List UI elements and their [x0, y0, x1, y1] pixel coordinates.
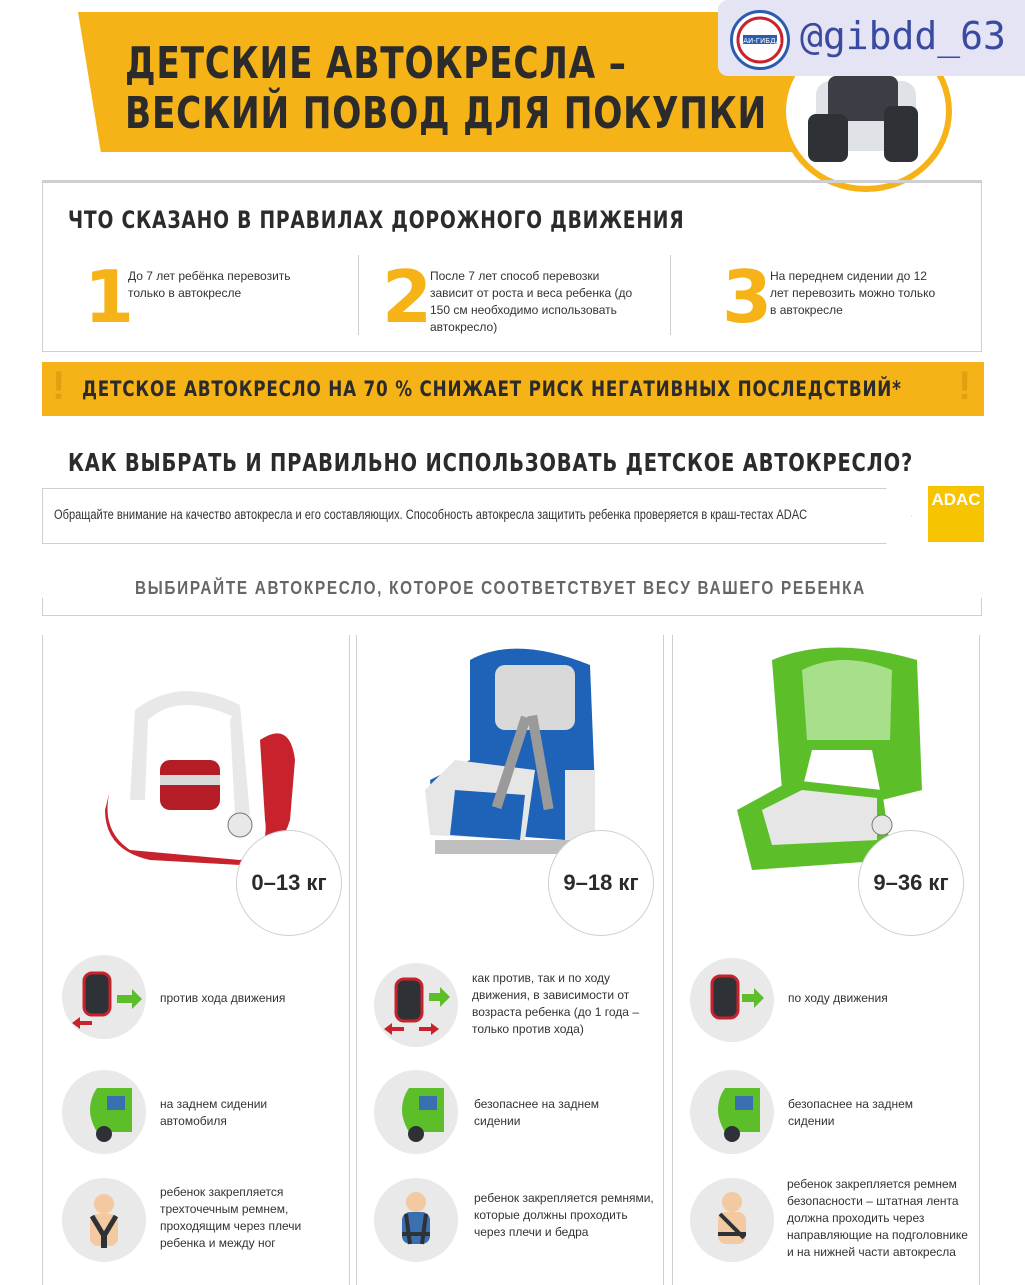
- column-1-item-2: на заднем сидении автомобиля: [160, 1097, 268, 1128]
- weight-badge: 9–18 кг: [548, 830, 654, 936]
- harness-child-icon: [374, 1178, 458, 1262]
- page-title-line1: ДЕТСКИЕ АВТОКРЕСЛА –: [125, 38, 627, 89]
- rear-seat-car-icon: [690, 1070, 774, 1154]
- harness-child-icon: [62, 1178, 146, 1262]
- column-2-item-2: безопаснее на заднем сидении: [474, 1097, 600, 1128]
- column-1-item-1: против хода движения: [160, 991, 286, 1005]
- forward-facing-icon: [690, 958, 774, 1042]
- rule-1-text: До 7 лет ребёнка перевозить только в автокресле: [128, 269, 291, 300]
- choose-heading: КАК ВЫБРАТЬ И ПРАВИЛЬНО ИСПОЛЬЗОВАТЬ ДЕТСКОЕ АВТОКРЕСЛО?: [68, 448, 914, 477]
- column-3-item-3: ребенок закрепляется ремнем безопасности – штатная лента должна проходить через направляющие на подголовнике и на нижней части автокресла: [787, 1177, 968, 1259]
- weight-heading-divider: [42, 598, 982, 616]
- rule-divider: [358, 255, 359, 335]
- column-2-item-3: ребенок закрепляется ремнями, которые должны проходить через плечи и бедра: [474, 1191, 654, 1239]
- weight-badge: 0–13 кг: [236, 830, 342, 936]
- weight-badge: 9–36 кг: [858, 830, 964, 936]
- adac-info-text: Обращайте внимание на качество автокресла и его составляющих. Способность автокресла защитить ребенка проверяется в краш-тестах ADAC: [54, 507, 808, 522]
- rule-3-text: На переднем сидении до 12 лет перевозить можно только в автокресле: [770, 269, 936, 317]
- column-3-item-1: по ходу движения: [788, 991, 888, 1005]
- warning-text: ДЕТСКОЕ АВТОКРЕСЛО НА 70 % СНИЖАЕТ РИСК НЕГАТИВНЫХ ПОСЛЕДСТВИЙ*: [82, 377, 902, 401]
- rules-heading: ЧТО СКАЗАНО В ПРАВИЛАХ ДОРОЖНОГО ДВИЖЕНИЯ: [68, 206, 685, 234]
- rule-1-number: 1: [84, 255, 135, 339]
- exclamation-icon: !: [52, 364, 66, 408]
- both-directions-icon: [374, 963, 458, 1047]
- rear-seat-car-icon: [374, 1070, 458, 1154]
- social-handle[interactable]: @gibdd_63: [800, 14, 1006, 58]
- rear-seat-car-icon: [62, 1070, 146, 1154]
- svg-text:ГАИ-ГИБДД: ГАИ-ГИБДД: [738, 37, 782, 45]
- column-1-item-3: ребенок закрепляется трехточечным ремнем, проходящим через плечи ребенка и между ног: [160, 1185, 302, 1250]
- column-2-item-1: как против, так и по ходу движения, в зависимости от возраста ребенка (до 1 года – только против хода): [472, 971, 639, 1036]
- rule-2-text: После 7 лет способ перевозки зависит от роста и веса ребенка (до 150 см необходимо использовать автокресло): [430, 269, 633, 334]
- rule-divider: [670, 255, 671, 335]
- seatbelt-child-icon: [690, 1178, 774, 1262]
- rule-2-number: 2: [382, 255, 433, 339]
- rear-facing-icon: [62, 955, 146, 1039]
- rule-3-number: 3: [722, 255, 773, 339]
- column-3-item-2: безопаснее на заднем сидении: [788, 1097, 914, 1128]
- exclamation-icon: !: [958, 364, 972, 408]
- weight-heading: ВЫБИРАЙТЕ АВТОКРЕСЛО, КОТОРОЕ СООТВЕТСТВУЕТ ВЕСУ ВАШЕГО РЕБЕНКА: [135, 578, 866, 598]
- gibdd-logo: [730, 10, 790, 70]
- page-title-line2: ВЕСКИЙ ПОВОД ДЛЯ ПОКУПКИ: [125, 88, 768, 139]
- adac-logo: ADAC: [928, 486, 984, 542]
